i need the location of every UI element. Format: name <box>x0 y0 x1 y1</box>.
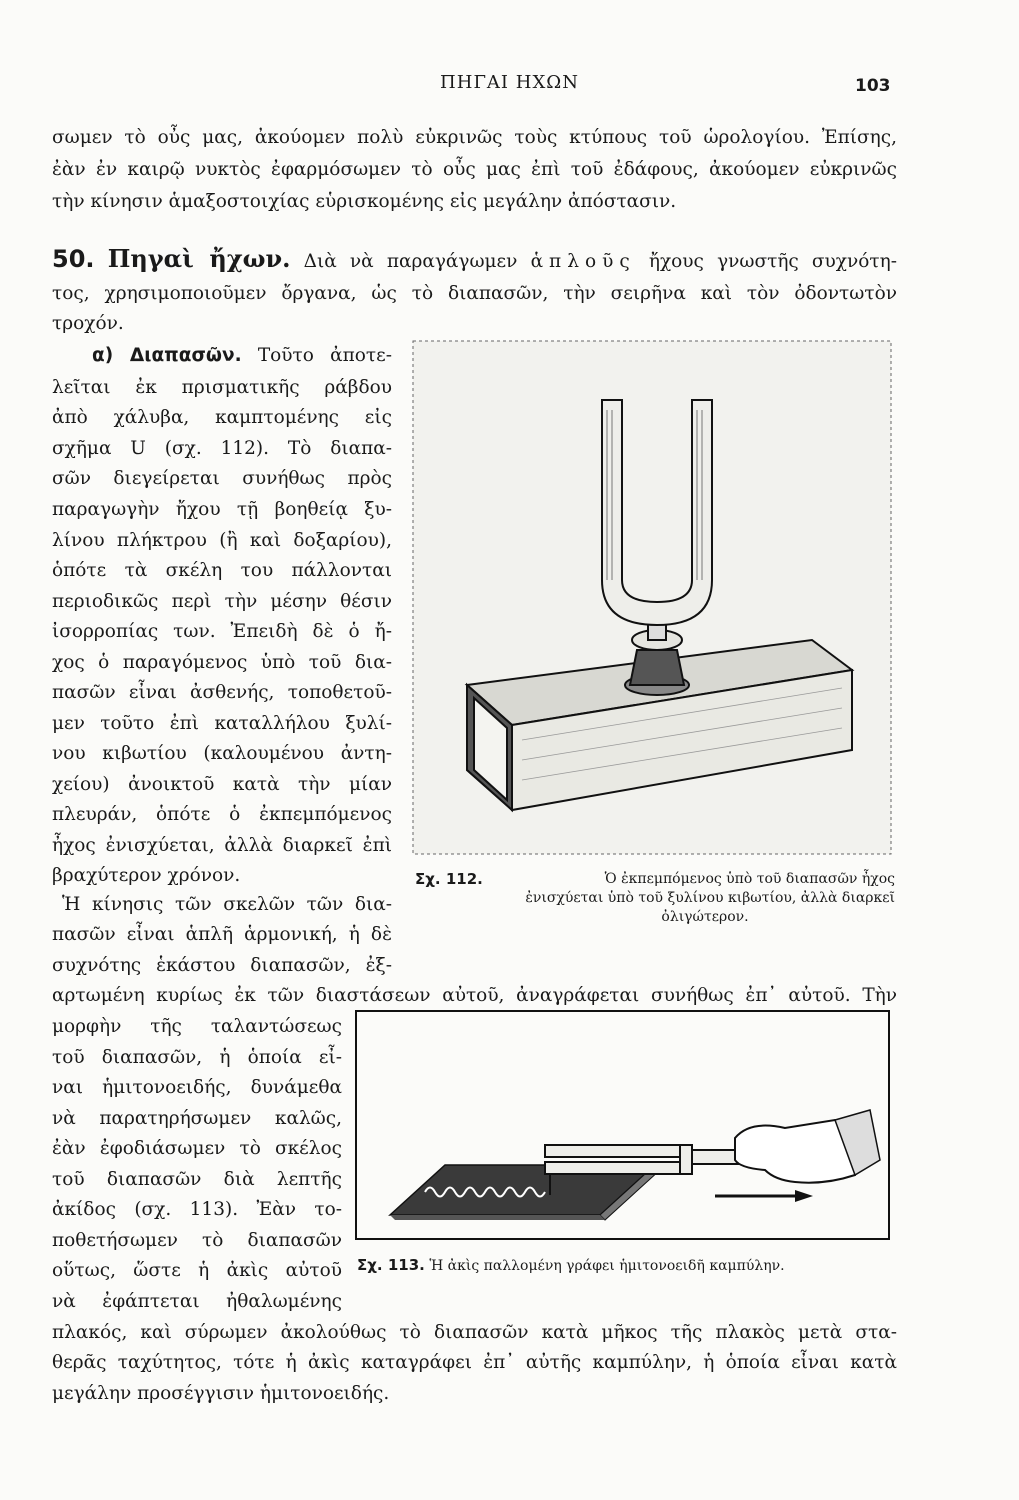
column-line: σῶν διεγείρεται συνήθως πρὸς <box>52 468 392 489</box>
column-line: ὁπότε τὰ σκέλη του πάλλονται <box>52 560 392 581</box>
page-number: 103 <box>855 76 891 96</box>
column-line: σχῆμα U (σχ. 112). Τὸ διαπα- <box>52 438 392 459</box>
figure-112-tuning-fork-illustration <box>412 340 892 855</box>
body-line: μεγάλην προσέγγισιν ἡμιτονοειδής. <box>52 1383 390 1404</box>
column-line: οὕτως, ὥστε ἡ ἀκὶς αὐτοῦ <box>52 1260 342 1281</box>
column-line: ἀπὸ χάλυβα, καμπτομένης εἰς <box>52 407 392 428</box>
column-line: ἀκίδος (σχ. 113). Ἐὰν το- <box>52 1199 342 1220</box>
column-line: χείου) ἀνοικτοῦ κατὰ τὴν μίαν <box>52 774 392 795</box>
figure-113-caption <box>357 1256 897 1276</box>
column-line: παραγωγὴν ἤχου τῇ βοηθείᾳ ξυ- <box>52 499 392 520</box>
figure-112-label: Σχ. 112. <box>415 870 483 888</box>
column-line: μορφὴν τῆς ταλαντώσεως <box>52 1016 342 1037</box>
running-title: ΠΗΓΑΙ ΗΧΩΝ <box>440 72 579 93</box>
column-line: τοῦ διαπασῶν διὰ λεπτῆς <box>52 1169 342 1190</box>
section-text: Διὰ νὰ παραγάγωμεν <box>303 251 518 272</box>
column-line: πασῶν εἶναι ἀσθενής, τοποθετοῦ- <box>52 682 392 703</box>
figure-112-caption-line: ἐνισχύεται ὑπὸ τοῦ ξυλίνου κιβωτίου, ἀλλὰ διαρκεῖ <box>525 890 895 906</box>
figure-112-caption <box>415 870 895 927</box>
subsection-text: Τοῦτο ἀποτε- <box>257 345 392 366</box>
body-line: θερᾶς ταχύτητος, τότε ἡ ἀκὶς καταγράφει ἐπ᾽ αὐτῆς καμπύλην, ἡ ὁποία εἶναι κατὰ <box>52 1352 897 1373</box>
section-line: τος, χρησιμοποιοῦμεν ὄργανα, ὡς τὸ διαπασῶν, τὴν σειρῆνα καὶ τὸν ὀδοντωτὸν <box>52 283 897 304</box>
column-line: λεῖται ἐκ πρισματικῆς ράβδου <box>52 377 392 398</box>
column-line: ποθετήσωμεν τὸ διαπασῶν <box>52 1230 342 1251</box>
figure-113-label: Σχ. 113. <box>357 1256 425 1274</box>
column-line: ἐὰν ἐφοδιάσωμεν τὸ σκέλος <box>52 1138 342 1159</box>
column-line: τοῦ διαπασῶν, ἡ ὁποία εἶ- <box>52 1047 342 1068</box>
column-line: πλευράν, ὁπότε ὁ ἐκπεμπόμενος <box>52 804 392 825</box>
subsection-title: α) Διαπασῶν. <box>92 345 242 366</box>
column-line: ναι ἡμιτονοειδής, δυνάμεθα <box>52 1077 342 1098</box>
body-line: πλακός, καὶ σύρωμεν ἀκολούθως τὸ διαπασῶν κατὰ μῆκος τῆς πλακὸς μετὰ στα- <box>52 1322 897 1343</box>
column-line: νὰ παρατηρήσωμεν καλῶς, <box>52 1108 342 1129</box>
section-heading-line <box>52 244 897 273</box>
column-line: χος ὁ παραγόμενος ὑπὸ τοῦ δια- <box>52 652 392 673</box>
section-emphasis: ἁπλοῦς <box>530 251 636 272</box>
intro-line: ἐὰν ἐν καιρῷ νυκτὸς ἐφαρμόσωμεν τὸ οὖς μας ἐπὶ τοῦ ἐδάφους, ἀκούομεν εὐκρινῶς <box>52 159 897 180</box>
column-line: νου κιβωτίου (καλουμένου ἀντη- <box>52 743 392 764</box>
column-line: νὰ ἐφάπτεται ἠθαλωμένης <box>52 1291 342 1312</box>
column-line: βραχύτερον χρόνον. <box>52 865 241 886</box>
figure-112-caption-line: ὀλιγώτερον. <box>661 909 749 925</box>
figure-113-caption-text: Ἡ ἀκὶς παλλομένη γράφει ἡμιτονοειδῆ καμπύλην. <box>429 1258 785 1274</box>
column-line: πασῶν εἶναι ἁπλῆ ἁρμονική, ἡ δὲ <box>52 924 392 945</box>
column-line: συχνότης ἑκάστου διαπασῶν, ἐξ- <box>52 955 392 976</box>
column-line: μεν τοῦτο ἐπὶ καταλλήλου ξυλί- <box>52 713 392 734</box>
subsection-heading-line <box>92 345 392 367</box>
figure-113-sine-trace-illustration <box>355 1010 890 1240</box>
column-line: ἦχος ἐνισχύεται, ἀλλὰ διαρκεῖ ἐπὶ <box>52 835 392 856</box>
section-number: 50. <box>52 245 95 273</box>
section-line: τροχόν. <box>52 313 124 334</box>
figure-112-caption-line: Ὁ ἐκπεμπόμενος ὑπὸ τοῦ διαπασῶν ἦχος <box>604 871 895 887</box>
column-line: περιοδικῶς περὶ τὴν μέσην θέσιν <box>52 591 392 612</box>
intro-line: τὴν κίνησιν ἁμαξοστοιχίας εὑρισκομένης εἰς μεγάλην ἀπόστασιν. <box>52 191 677 212</box>
section-text: ἤχους γνωστῆς συχνότη- <box>648 251 897 272</box>
column-line: ἰσορροπίας των. Ἐπειδὴ δὲ ὁ ἤ- <box>52 621 392 642</box>
body-line: αρτωμένη κυρίως ἐκ τῶν διαστάσεων αὐτοῦ, ἀναγράφεται συνήθως ἐπ᾽ αὐτοῦ. Τὴν <box>52 985 897 1006</box>
intro-line: σωμεν τὸ οὖς μας, ἀκούομεν πολὺ εὐκρινῶς τοὺς κτύπους τοῦ ὡρολογίου. Ἐπίσης, <box>52 127 897 148</box>
column-line: Ἡ κίνησις τῶν σκελῶν τῶν δια- <box>62 894 392 915</box>
column-line: λίνου πλήκτρου (ἢ καὶ δοξαρίου), <box>52 530 392 551</box>
section-title: Πηγαὶ ἤχων. <box>107 244 291 273</box>
